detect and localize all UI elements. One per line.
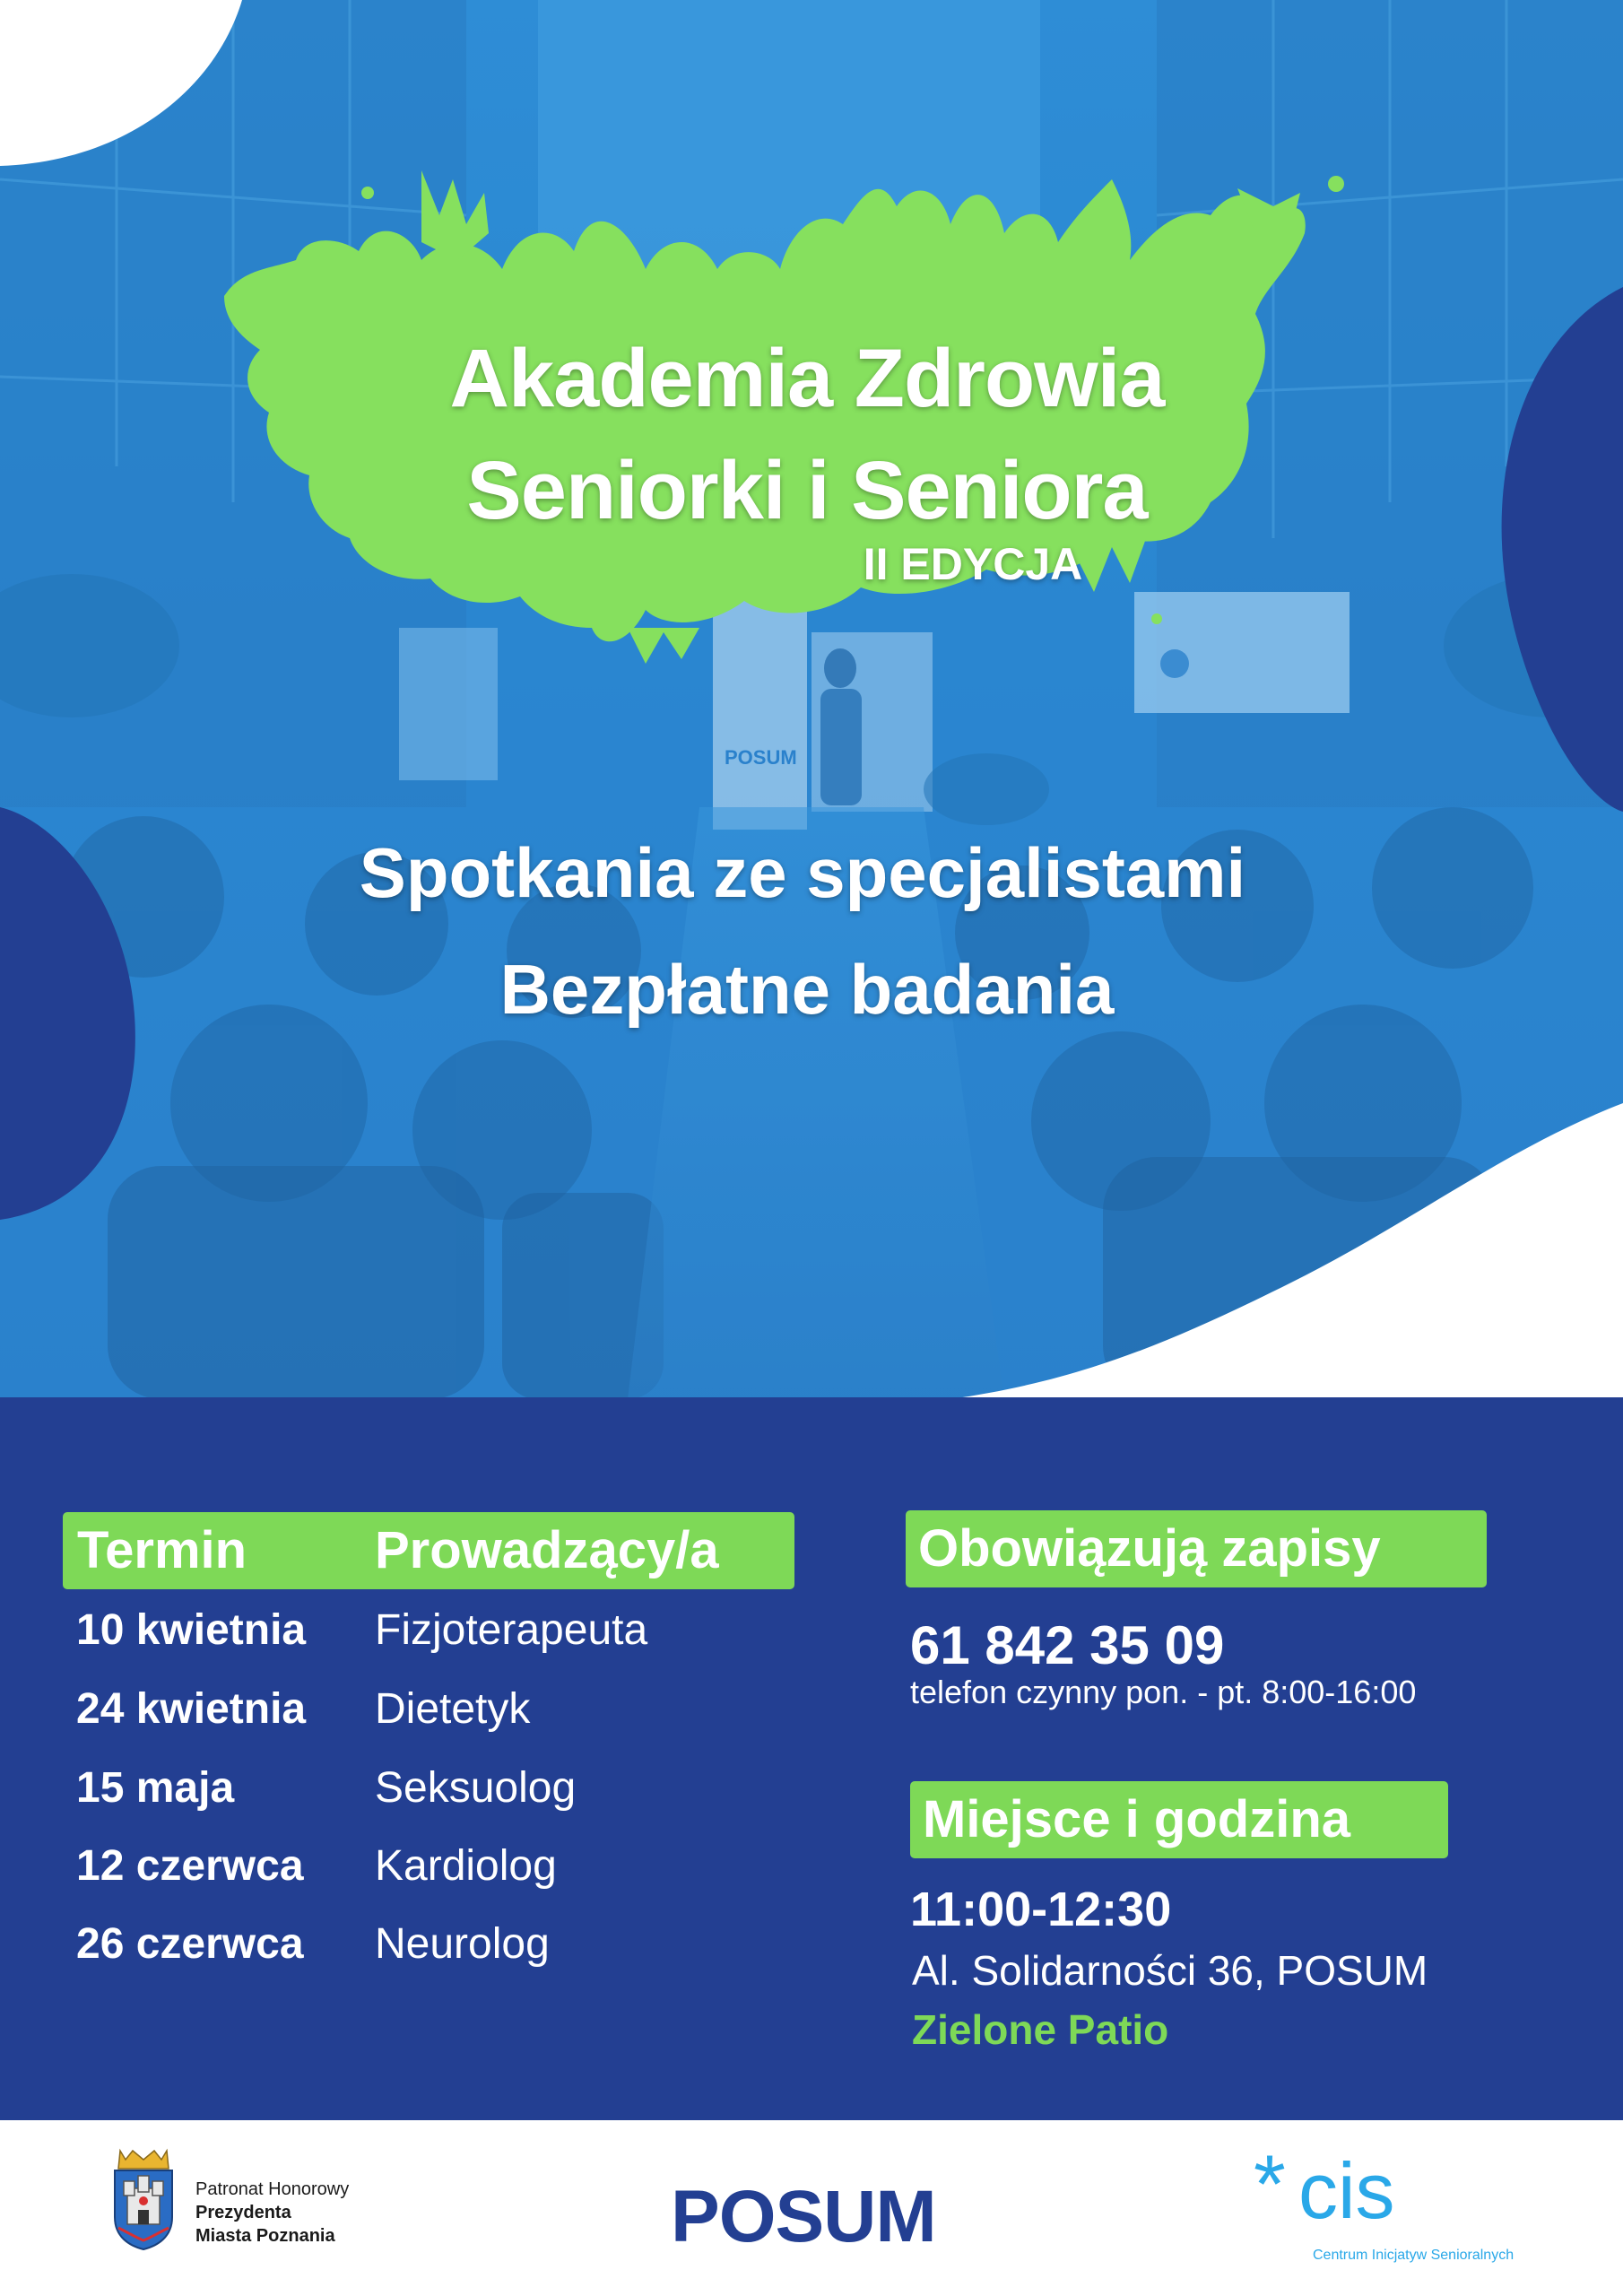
venue-address: Al. Solidarności 36, POSUM: [912, 1947, 1428, 1994]
registration-phone[interactable]: 61 842 35 09: [910, 1615, 1225, 1675]
cis-subtitle: Centrum Inicjatyw Senioralnych: [1313, 2248, 1515, 2263]
poznan-coat-of-arms-icon: [106, 2145, 181, 2251]
schedule-date: 10 kwietnia: [76, 1606, 307, 1654]
posum-logo-text: POSUM: [671, 2176, 936, 2257]
title-line-2: Seniorki i Seniora: [466, 445, 1148, 536]
banner-brand-text: POSUM: [725, 746, 797, 769]
schedule-header: [63, 1512, 794, 1589]
schedule-specialist: Kardiolog: [375, 1842, 557, 1890]
edition-label: II EDYCJA: [863, 539, 1083, 589]
schedule-date: 15 maja: [76, 1764, 235, 1812]
schedule-row: [0, 1841, 807, 1913]
subtitle-line-1: Spotkania ze specjalistami: [359, 833, 1246, 912]
schedule-specialist: Seksuolog: [375, 1764, 577, 1812]
registration-header: Obowiązują zapisy: [906, 1510, 1487, 1587]
schedule-row: [0, 1684, 807, 1756]
info-panel: [0, 1397, 1623, 2120]
patron-line-1: Patronat Honorowy: [195, 2179, 350, 2199]
term-column-header: Termin: [77, 1521, 247, 1579]
patronage-text: [195, 2178, 349, 2248]
title-line-1: Akademia Zdrowia: [449, 333, 1165, 424]
asterisk-icon: *: [1254, 2139, 1286, 2231]
schedule-date: 12 czerwca: [76, 1842, 304, 1890]
venue-time: 11:00-12:30: [910, 1883, 1172, 1936]
venue-header: Miejsce i godzina: [910, 1781, 1448, 1858]
registration-hours: telefon czynny pon. - pt. 8:00-16:00: [910, 1674, 1417, 1710]
schedule-specialist: Dietetyk: [375, 1685, 531, 1733]
venue-room: Zielone Patio: [912, 2006, 1169, 2053]
patron-line-3: Miasta Poznania: [195, 2226, 335, 2246]
schedule-row: [0, 1605, 807, 1677]
posum-logo: [671, 2175, 936, 2259]
patron-line-2: Prezydenta: [195, 2203, 291, 2222]
host-column-header: Prowadzący/a: [375, 1521, 719, 1579]
cis-logo-text: cis: [1298, 2146, 1395, 2235]
schedule-specialist: Neurolog: [375, 1920, 550, 1968]
schedule-date: 24 kwietnia: [76, 1685, 307, 1733]
schedule-row: [0, 1763, 807, 1835]
schedule-row: [0, 1919, 807, 1991]
subtitle-line-2: Bezpłatne badania: [499, 950, 1115, 1029]
schedule-specialist: Fizjoterapeuta: [375, 1606, 648, 1654]
schedule-date: 26 czerwca: [76, 1920, 304, 1968]
